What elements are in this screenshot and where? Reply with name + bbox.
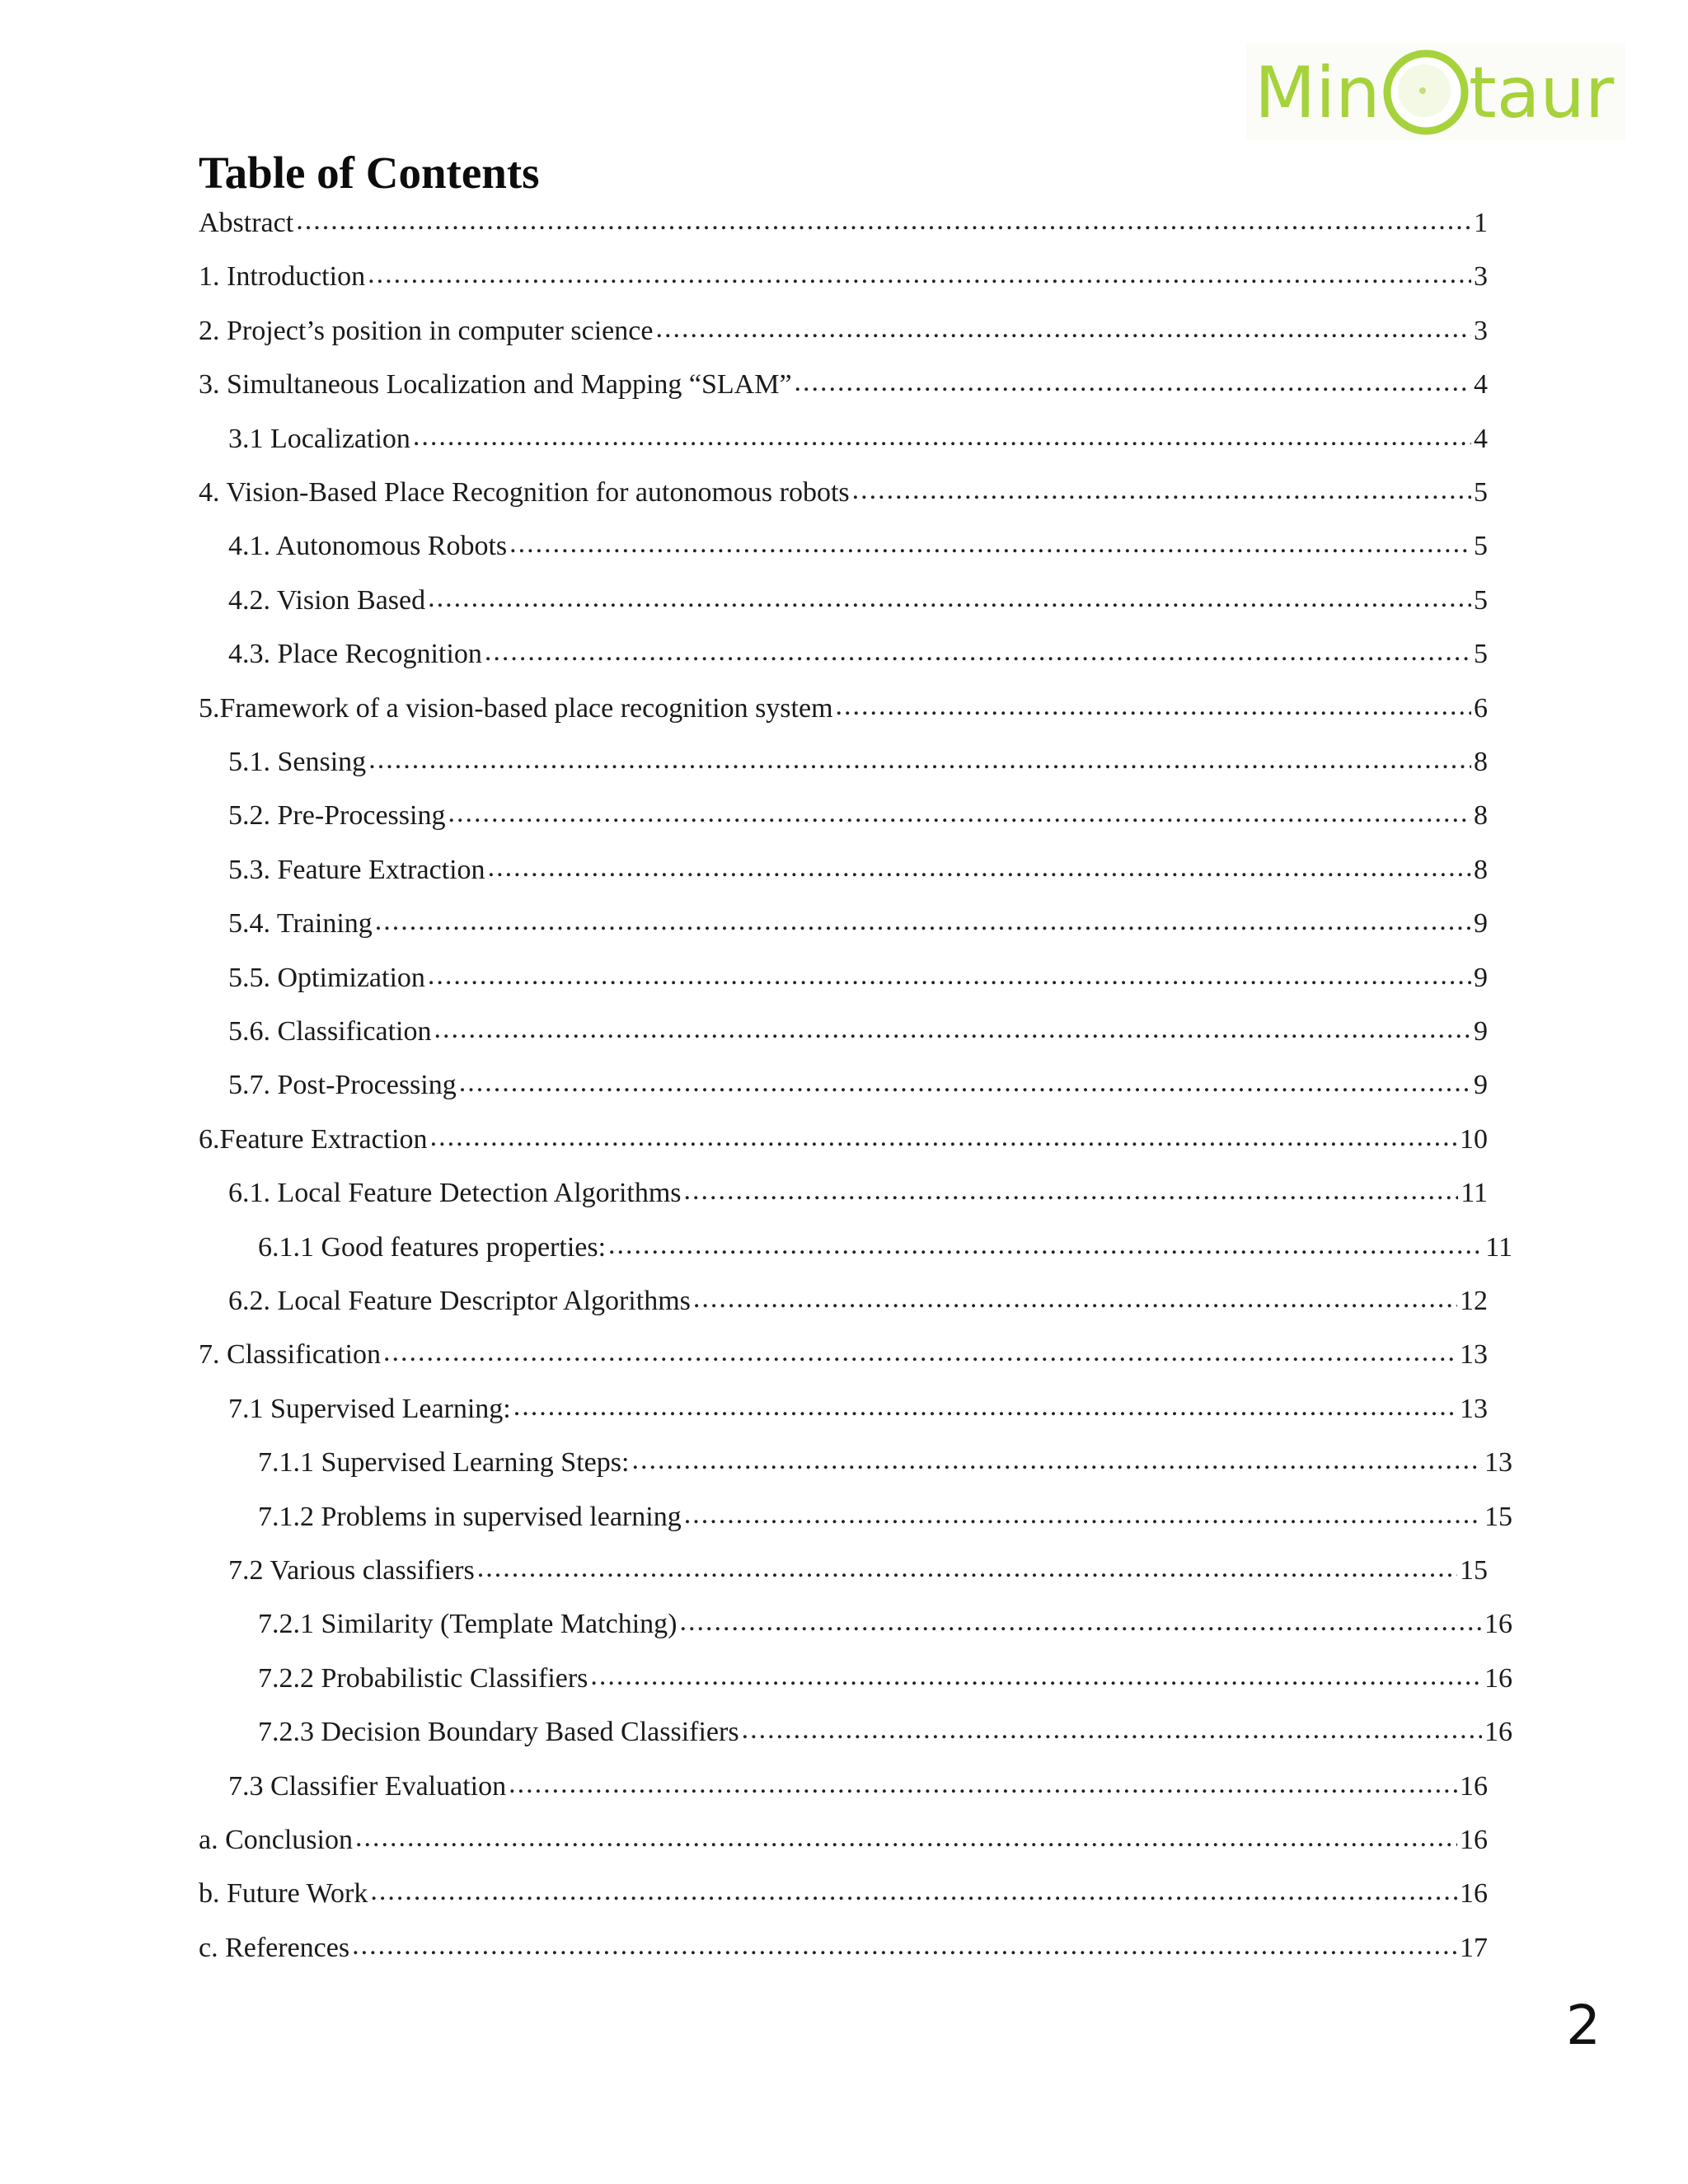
toc-entry-label: 5.5. Optimization (228, 963, 425, 993)
toc-entry-label: Abstract (199, 208, 294, 238)
toc-entry-page: 8 (1474, 747, 1488, 777)
toc-entry-page: 1 (1474, 208, 1488, 238)
toc-entry[interactable] (199, 1875, 1488, 1913)
toc-entry-dot-leader (368, 255, 1471, 293)
toc-entry-label: 1. Introduction (199, 261, 366, 292)
toc-entry-dot-leader (434, 1010, 1471, 1048)
toc-entry-page: 5 (1474, 477, 1488, 508)
toc-entry-page: 5 (1474, 531, 1488, 561)
toc-entry-dot-leader (355, 1819, 1457, 1857)
toc-entry[interactable] (228, 1552, 1488, 1590)
toc-entry-page: 9 (1474, 908, 1488, 939)
toc-entry-dot-leader (296, 202, 1471, 240)
toc-entry[interactable] (199, 204, 1488, 242)
toc-entry-dot-leader (375, 902, 1471, 940)
toc-entry[interactable] (228, 959, 1488, 997)
toc-entry[interactable] (228, 1768, 1488, 1806)
toc-entry-label: b. Future Work (199, 1878, 368, 1909)
toc-entry[interactable] (228, 1066, 1488, 1104)
toc-entry-label: 4.1. Autonomous Robots (228, 531, 508, 561)
toc-entry[interactable] (228, 905, 1488, 943)
toc-entry-page: 4 (1474, 424, 1488, 454)
toc-entry-dot-leader (448, 794, 1471, 832)
toc-entry[interactable] (258, 1498, 1512, 1536)
toc-entry-dot-leader (684, 1496, 1482, 1534)
toc-entry[interactable] (199, 258, 1488, 296)
toc-entry-label: 6.1. Local Feature Detection Algorithms (228, 1178, 682, 1208)
toc-entry[interactable] (258, 1713, 1512, 1751)
toc-entry-label: 7. Classification (199, 1339, 381, 1370)
toc-entry-dot-leader (368, 741, 1471, 779)
toc-entry-dot-leader (488, 849, 1471, 887)
toc-entry-page: 16 (1484, 1717, 1512, 1747)
toc-entry-page: 16 (1460, 1825, 1488, 1855)
toc-entry-label: 5.1. Sensing (228, 747, 367, 777)
toc-entry-page: 13 (1460, 1339, 1488, 1370)
toc-entry-label: 3.1 Localization (228, 424, 410, 454)
toc-entry-page: 11 (1485, 1232, 1512, 1263)
toc-entry-dot-leader (795, 363, 1471, 401)
toc-entry-label: 4.2. Vision Based (228, 585, 426, 616)
toc-entry-dot-leader (509, 1765, 1457, 1803)
toc-title: Table of Contents (199, 148, 540, 198)
toc-entry-label: 5.Framework of a vision-based place recognition system (199, 693, 833, 724)
toc-entry-page: 17 (1460, 1933, 1488, 1963)
toc-entry-page: 16 (1460, 1771, 1488, 1802)
toc-entry[interactable] (258, 1660, 1512, 1698)
toc-entry-page: 8 (1474, 800, 1488, 831)
toc-entry[interactable] (258, 1444, 1512, 1482)
toc-entry-page: 9 (1474, 1016, 1488, 1047)
toc-entry-dot-leader (684, 1172, 1459, 1210)
toc-entry[interactable] (199, 1336, 1488, 1374)
toc-entry-dot-leader (352, 1927, 1457, 1965)
toc-entry[interactable] (228, 1013, 1488, 1051)
toc-entry-dot-leader (742, 1711, 1482, 1749)
toc-entry-page: 16 (1460, 1878, 1488, 1909)
toc-entry-page: 9 (1474, 1070, 1488, 1100)
toc-entry-label: 3. Simultaneous Localization and Mapping “SLAM” (199, 369, 792, 400)
toc-entry[interactable] (228, 527, 1488, 565)
toc-entry-label: 7.2.1 Similarity (Template Matching) (258, 1609, 678, 1639)
toc-entry[interactable] (228, 1282, 1488, 1320)
toc-entry-dot-leader (509, 525, 1471, 563)
toc-entry-page: 10 (1460, 1124, 1488, 1155)
toc-entry[interactable] (199, 1821, 1488, 1859)
toc-entry-label: 4.3. Place Recognition (228, 639, 482, 669)
toc-entry-dot-leader (679, 1603, 1482, 1641)
toc-entry[interactable] (228, 797, 1488, 835)
toc-entry-dot-leader (693, 1280, 1457, 1318)
toc-entry[interactable] (228, 1174, 1488, 1212)
toc-entry-label: 7.1.1 Supervised Learning Steps: (258, 1447, 630, 1478)
toc-entry-dot-leader (836, 687, 1471, 725)
toc-entry-page: 9 (1474, 963, 1488, 993)
toc-entry-label: 5.4. Training (228, 908, 373, 939)
toc-entry-dot-leader (631, 1441, 1482, 1479)
toc-entry-page: 12 (1460, 1286, 1488, 1316)
toc-entry-dot-leader (590, 1657, 1482, 1695)
toc-entry-page: 5 (1474, 585, 1488, 616)
toc-entry-page: 3 (1474, 261, 1488, 292)
toc-entry-dot-leader (852, 471, 1471, 509)
toc-entry[interactable] (199, 474, 1488, 512)
toc-entry-dot-leader (413, 418, 1471, 456)
toc-entry-dot-leader (383, 1333, 1457, 1371)
toc-entry-page: 13 (1484, 1447, 1512, 1478)
toc-entry-page: 5 (1474, 639, 1488, 669)
toc-entry-label: 6.1.1 Good features properties: (258, 1232, 607, 1263)
toc-entry[interactable] (199, 312, 1488, 350)
toc-entry-page: 4 (1474, 369, 1488, 400)
toc-entry-label: a. Conclusion (199, 1825, 353, 1855)
toc-entry[interactable] (258, 1605, 1512, 1643)
toc-entry-page: 16 (1484, 1609, 1512, 1639)
toc-entry[interactable] (228, 1390, 1488, 1428)
toc-entry-label: 5.7. Post-Processing (228, 1070, 457, 1100)
toc-entry[interactable] (199, 1121, 1488, 1159)
toc-entry-dot-leader (513, 1388, 1457, 1426)
toc-entry-dot-leader (370, 1872, 1457, 1910)
toc-entry-dot-leader (430, 1118, 1457, 1156)
toc-entry-label: 6.2. Local Feature Descriptor Algorithms (228, 1286, 691, 1316)
toc-entry-label: 7.1.2 Problems in supervised learning (258, 1502, 682, 1532)
toc-entry[interactable] (199, 366, 1488, 404)
toc-entry-label: 5.6. Classification (228, 1016, 432, 1047)
toc-entry-page: 15 (1484, 1502, 1512, 1532)
logo-text-right: taur (1469, 52, 1615, 134)
toc-entry-dot-leader (428, 957, 1471, 995)
toc-entry-dot-leader (485, 633, 1471, 671)
toc-entry[interactable] (228, 420, 1488, 458)
toc-entry-dot-leader (428, 579, 1471, 617)
toc-entry-dot-leader (608, 1226, 1483, 1264)
toc-entry-page: 15 (1460, 1555, 1488, 1586)
toc-entry-label: 7.1 Supervised Learning: (228, 1394, 511, 1424)
logo-text-left: Min (1254, 52, 1381, 134)
toc-entry-page: 8 (1474, 855, 1488, 885)
toc-entry[interactable] (199, 690, 1488, 728)
toc-entry-label: 5.3. Feature Extraction (228, 855, 485, 885)
toc-entry[interactable] (228, 635, 1488, 673)
toc-entry-label: 2. Project’s position in computer science (199, 316, 654, 346)
toc-entry-page: 16 (1484, 1663, 1512, 1694)
toc-entry-page: 11 (1461, 1178, 1488, 1208)
toc-entry-dot-leader (459, 1064, 1471, 1102)
toc-entry-label: c. References (199, 1933, 350, 1963)
toc-entry[interactable] (228, 851, 1488, 889)
toc-entry-label: 6.Feature Extraction (199, 1124, 428, 1155)
toc-entry-page: 6 (1474, 693, 1488, 724)
toc-entry[interactable] (258, 1229, 1512, 1267)
toc-entry-dot-leader (477, 1549, 1457, 1587)
toc-entry-label: 7.2.3 Decision Boundary Based Classifiers (258, 1717, 739, 1747)
toc-entry[interactable] (199, 1929, 1488, 1967)
toc-entry[interactable] (228, 743, 1488, 781)
toc-entry[interactable] (228, 582, 1488, 620)
toc-entry-page: 3 (1474, 316, 1488, 346)
toc-entry-label: 7.2 Various classifiers (228, 1555, 475, 1586)
page-number: 2 (1566, 1994, 1601, 2057)
toc-entry-dot-leader (655, 310, 1471, 348)
toc-entry-page: 13 (1460, 1394, 1488, 1424)
toc-entry-label: 4. Vision-Based Place Recognition for autonomous robots (199, 477, 850, 508)
toc-entry-label: 7.2.2 Probabilistic Classifiers (258, 1663, 588, 1694)
toc-entry-label: 5.2. Pre-Processing (228, 800, 446, 831)
toc-entry-label: 7.3 Classifier Evaluation (228, 1771, 507, 1802)
